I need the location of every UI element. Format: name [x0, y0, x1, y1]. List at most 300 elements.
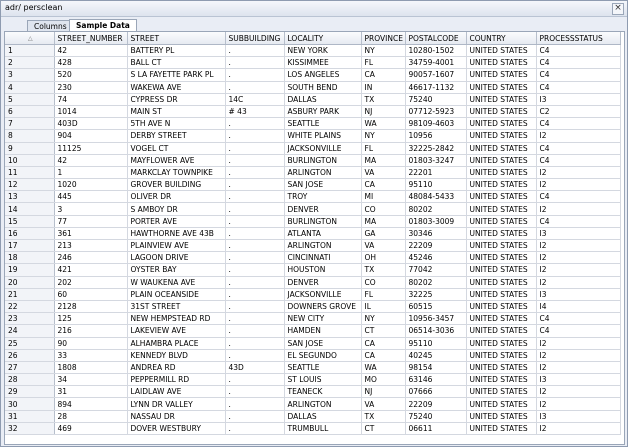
table-cell[interactable]: 95110: [405, 337, 466, 349]
table-cell[interactable]: UNITED STATES: [466, 203, 536, 215]
table-row[interactable]: [5, 313, 620, 325]
row-number[interactable]: 3: [5, 69, 54, 81]
table-cell[interactable]: I3: [536, 410, 620, 422]
table-cell[interactable]: 63146: [405, 374, 466, 386]
row-number[interactable]: 23: [5, 313, 54, 325]
table-cell[interactable]: BALL CT: [127, 57, 225, 69]
table-cell[interactable]: .: [225, 264, 284, 276]
table-cell[interactable]: I2: [536, 386, 620, 398]
table-cell[interactable]: DALLAS: [284, 93, 361, 105]
table-cell[interactable]: UNITED STATES: [466, 398, 536, 410]
table-row[interactable]: [5, 93, 620, 105]
row-number[interactable]: 1: [5, 45, 54, 57]
table-cell[interactable]: 06514-3036: [405, 325, 466, 337]
table-row[interactable]: [5, 69, 620, 81]
table-cell[interactable]: UNITED STATES: [466, 349, 536, 361]
column-header[interactable]: POSTALCODE: [405, 32, 466, 45]
table-cell[interactable]: ATLANTA: [284, 227, 361, 239]
table-cell[interactable]: MO: [361, 374, 405, 386]
table-cell[interactable]: I2: [536, 361, 620, 373]
table-cell[interactable]: 904: [54, 130, 127, 142]
table-cell[interactable]: FL: [361, 288, 405, 300]
table-cell[interactable]: WHITE PLAINS: [284, 130, 361, 142]
table-cell[interactable]: PLAIN OCEANSIDE: [127, 288, 225, 300]
table-cell[interactable]: MAIN ST: [127, 105, 225, 117]
table-row[interactable]: [5, 325, 620, 337]
row-number[interactable]: 18: [5, 252, 54, 264]
row-number[interactable]: 15: [5, 215, 54, 227]
table-cell[interactable]: WA: [361, 361, 405, 373]
table-cell[interactable]: .: [225, 374, 284, 386]
table-cell[interactable]: 1808: [54, 361, 127, 373]
table-cell[interactable]: GROVER BUILDING: [127, 179, 225, 191]
table-cell[interactable]: 421: [54, 264, 127, 276]
table-cell[interactable]: 98109-4603: [405, 118, 466, 130]
table-row[interactable]: [5, 227, 620, 239]
table-cell[interactable]: I2: [536, 203, 620, 215]
table-cell[interactable]: ASBURY PARK: [284, 105, 361, 117]
table-cell[interactable]: ARLINGTON: [284, 240, 361, 252]
table-cell[interactable]: 445: [54, 191, 127, 203]
table-cell[interactable]: UNITED STATES: [466, 252, 536, 264]
table-row[interactable]: [5, 288, 620, 300]
row-number[interactable]: 9: [5, 142, 54, 154]
table-cell[interactable]: 33: [54, 349, 127, 361]
table-cell[interactable]: 07666: [405, 386, 466, 398]
table-cell[interactable]: .: [225, 410, 284, 422]
table-cell[interactable]: ARLINGTON: [284, 166, 361, 178]
table-cell[interactable]: UNITED STATES: [466, 118, 536, 130]
table-cell[interactable]: HOUSTON: [284, 264, 361, 276]
table-cell[interactable]: C4: [536, 57, 620, 69]
table-cell[interactable]: UNITED STATES: [466, 81, 536, 93]
table-cell[interactable]: CO: [361, 276, 405, 288]
table-cell[interactable]: 43D: [225, 361, 284, 373]
row-number[interactable]: 5: [5, 93, 54, 105]
table-cell[interactable]: LOS ANGELES: [284, 69, 361, 81]
table-cell[interactable]: LAGOON DRIVE: [127, 252, 225, 264]
table-cell[interactable]: UNITED STATES: [466, 325, 536, 337]
table-row[interactable]: [5, 166, 620, 178]
table-cell[interactable]: 90: [54, 337, 127, 349]
table-cell[interactable]: .: [225, 300, 284, 312]
table-cell[interactable]: UNITED STATES: [466, 45, 536, 57]
table-cell[interactable]: 46617-1132: [405, 81, 466, 93]
table-cell[interactable]: 469: [54, 422, 127, 434]
table-cell[interactable]: S AMBOY DR: [127, 203, 225, 215]
table-cell[interactable]: C2: [536, 105, 620, 117]
table-cell[interactable]: UNITED STATES: [466, 179, 536, 191]
table-cell[interactable]: .: [225, 325, 284, 337]
table-cell[interactable]: .: [225, 118, 284, 130]
table-cell[interactable]: .: [225, 45, 284, 57]
table-cell[interactable]: .: [225, 240, 284, 252]
table-cell[interactable]: I3: [536, 93, 620, 105]
row-number[interactable]: 20: [5, 276, 54, 288]
table-cell[interactable]: NEW CITY: [284, 313, 361, 325]
table-cell[interactable]: BURLINGTON: [284, 215, 361, 227]
table-cell[interactable]: TROY: [284, 191, 361, 203]
table-cell[interactable]: CA: [361, 179, 405, 191]
table-cell[interactable]: UNITED STATES: [466, 422, 536, 434]
table-cell[interactable]: I2: [536, 337, 620, 349]
column-header[interactable]: STREET_NUMBER: [54, 32, 127, 45]
table-cell[interactable]: TX: [361, 264, 405, 276]
row-number[interactable]: 10: [5, 154, 54, 166]
table-cell[interactable]: I2: [536, 179, 620, 191]
row-number[interactable]: 11: [5, 166, 54, 178]
table-cell[interactable]: .: [225, 154, 284, 166]
table-cell[interactable]: UNITED STATES: [466, 288, 536, 300]
table-cell[interactable]: 246: [54, 252, 127, 264]
row-number[interactable]: 30: [5, 398, 54, 410]
table-cell[interactable]: SEATTLE: [284, 361, 361, 373]
table-cell[interactable]: .: [225, 142, 284, 154]
table-cell[interactable]: 75240: [405, 410, 466, 422]
table-cell[interactable]: .: [225, 227, 284, 239]
table-cell[interactable]: DOWNERS GROVE: [284, 300, 361, 312]
table-row[interactable]: [5, 386, 620, 398]
row-number[interactable]: 6: [5, 105, 54, 117]
table-cell[interactable]: UNITED STATES: [466, 93, 536, 105]
table-cell[interactable]: 22209: [405, 240, 466, 252]
table-cell[interactable]: NEW HEMPSTEAD RD: [127, 313, 225, 325]
table-cell[interactable]: LYNN DR VALLEY: [127, 398, 225, 410]
row-number[interactable]: 16: [5, 227, 54, 239]
table-cell[interactable]: 75240: [405, 93, 466, 105]
table-cell[interactable]: UNITED STATES: [466, 313, 536, 325]
column-header[interactable]: SUBBUILDING: [225, 32, 284, 45]
row-number[interactable]: 2: [5, 57, 54, 69]
table-cell[interactable]: 90057-1607: [405, 69, 466, 81]
table-row[interactable]: [5, 81, 620, 93]
table-cell[interactable]: .: [225, 130, 284, 142]
table-cell[interactable]: 11125: [54, 142, 127, 154]
table-cell[interactable]: UNITED STATES: [466, 166, 536, 178]
row-number[interactable]: 19: [5, 264, 54, 276]
table-cell[interactable]: UNITED STATES: [466, 276, 536, 288]
table-cell[interactable]: C4: [536, 313, 620, 325]
table-cell[interactable]: .: [225, 288, 284, 300]
table-cell[interactable]: UNITED STATES: [466, 191, 536, 203]
table-cell[interactable]: HAWTHORNE AVE 43B: [127, 227, 225, 239]
row-number[interactable]: 21: [5, 288, 54, 300]
table-cell[interactable]: SEATTLE: [284, 118, 361, 130]
table-cell[interactable]: 60: [54, 288, 127, 300]
table-cell[interactable]: 10956-3457: [405, 313, 466, 325]
table-cell[interactable]: SAN JOSE: [284, 337, 361, 349]
table-cell[interactable]: 216: [54, 325, 127, 337]
table-cell[interactable]: EL SEGUNDO: [284, 349, 361, 361]
table-cell[interactable]: .: [225, 422, 284, 434]
table-cell[interactable]: CA: [361, 337, 405, 349]
table-cell[interactable]: ST LOUIS: [284, 374, 361, 386]
table-cell[interactable]: 32225-2842: [405, 142, 466, 154]
column-header[interactable]: PROCESSSTATUS: [536, 32, 620, 45]
table-cell[interactable]: 31ST STREET: [127, 300, 225, 312]
table-cell[interactable]: MA: [361, 215, 405, 227]
table-row[interactable]: [5, 264, 620, 276]
table-cell[interactable]: ANDREA RD: [127, 361, 225, 373]
table-cell[interactable]: 77042: [405, 264, 466, 276]
table-cell[interactable]: NASSAU DR: [127, 410, 225, 422]
table-cell[interactable]: 34759-4001: [405, 57, 466, 69]
table-cell[interactable]: CINCINNATI: [284, 252, 361, 264]
table-cell[interactable]: 01803-3009: [405, 215, 466, 227]
table-cell[interactable]: WAKEWA AVE: [127, 81, 225, 93]
table-cell[interactable]: 125: [54, 313, 127, 325]
table-cell[interactable]: .: [225, 337, 284, 349]
table-row[interactable]: [5, 191, 620, 203]
table-cell[interactable]: 22209: [405, 398, 466, 410]
table-cell[interactable]: .: [225, 276, 284, 288]
table-cell[interactable]: 34: [54, 374, 127, 386]
table-cell[interactable]: I3: [536, 227, 620, 239]
table-cell[interactable]: I2: [536, 422, 620, 434]
row-number[interactable]: 8: [5, 130, 54, 142]
table-cell[interactable]: DENVER: [284, 203, 361, 215]
table-cell[interactable]: C4: [536, 81, 620, 93]
table-cell[interactable]: .: [225, 349, 284, 361]
table-cell[interactable]: C4: [536, 191, 620, 203]
table-cell[interactable]: 98154: [405, 361, 466, 373]
tab-sample-data[interactable]: Sample Data: [69, 19, 137, 32]
table-cell[interactable]: LAIDLAW AVE: [127, 386, 225, 398]
table-cell[interactable]: VOGEL CT: [127, 142, 225, 154]
table-cell[interactable]: 403D: [54, 118, 127, 130]
table-cell[interactable]: 3: [54, 203, 127, 215]
row-number[interactable]: 29: [5, 386, 54, 398]
table-cell[interactable]: FL: [361, 142, 405, 154]
table-cell[interactable]: MA: [361, 154, 405, 166]
table-cell[interactable]: KENNEDY BLVD: [127, 349, 225, 361]
table-row[interactable]: [5, 398, 620, 410]
table-cell[interactable]: # 43: [225, 105, 284, 117]
row-number[interactable]: 25: [5, 337, 54, 349]
table-cell[interactable]: MARKCLAY TOWNPIKE: [127, 166, 225, 178]
table-cell[interactable]: UNITED STATES: [466, 215, 536, 227]
table-cell[interactable]: NY: [361, 45, 405, 57]
table-row[interactable]: [5, 154, 620, 166]
table-cell[interactable]: .: [225, 398, 284, 410]
table-cell[interactable]: 60515: [405, 300, 466, 312]
table-cell[interactable]: OLIVER DR: [127, 191, 225, 203]
table-cell[interactable]: UNITED STATES: [466, 154, 536, 166]
table-cell[interactable]: PORTER AVE: [127, 215, 225, 227]
table-cell[interactable]: S LA FAYETTE PARK PL: [127, 69, 225, 81]
table-row[interactable]: [5, 422, 620, 434]
table-cell[interactable]: 22201: [405, 166, 466, 178]
table-cell[interactable]: VA: [361, 240, 405, 252]
table-cell[interactable]: 361: [54, 227, 127, 239]
table-cell[interactable]: 80202: [405, 276, 466, 288]
table-cell[interactable]: JACKSONVILLE: [284, 142, 361, 154]
table-cell[interactable]: .: [225, 191, 284, 203]
close-icon[interactable]: ×: [612, 3, 624, 15]
table-cell[interactable]: KISSIMMEE: [284, 57, 361, 69]
table-cell[interactable]: CO: [361, 203, 405, 215]
table-cell[interactable]: UNITED STATES: [466, 130, 536, 142]
table-cell[interactable]: NEW YORK: [284, 45, 361, 57]
row-number[interactable]: 28: [5, 374, 54, 386]
table-cell[interactable]: I2: [536, 240, 620, 252]
row-number[interactable]: 4: [5, 81, 54, 93]
row-number[interactable]: 26: [5, 349, 54, 361]
table-cell[interactable]: 95110: [405, 179, 466, 191]
table-cell[interactable]: PLAINVIEW AVE: [127, 240, 225, 252]
table-cell[interactable]: 06611: [405, 422, 466, 434]
row-number[interactable]: 24: [5, 325, 54, 337]
table-row[interactable]: [5, 240, 620, 252]
table-cell[interactable]: I3: [536, 288, 620, 300]
table-cell[interactable]: DALLAS: [284, 410, 361, 422]
table-row[interactable]: [5, 374, 620, 386]
table-cell[interactable]: 894: [54, 398, 127, 410]
table-cell[interactable]: IN: [361, 81, 405, 93]
table-cell[interactable]: CA: [361, 69, 405, 81]
table-cell[interactable]: W WAUKENA AVE: [127, 276, 225, 288]
table-cell[interactable]: 14C: [225, 93, 284, 105]
table-cell[interactable]: DERBY STREET: [127, 130, 225, 142]
table-row[interactable]: [5, 105, 620, 117]
table-cell[interactable]: 42: [54, 154, 127, 166]
table-cell[interactable]: C4: [536, 142, 620, 154]
row-number[interactable]: 13: [5, 191, 54, 203]
table-cell[interactable]: I4: [536, 300, 620, 312]
table-cell[interactable]: 32225: [405, 288, 466, 300]
table-cell[interactable]: 30346: [405, 227, 466, 239]
table-cell[interactable]: 28: [54, 410, 127, 422]
table-cell[interactable]: I2: [536, 398, 620, 410]
table-cell[interactable]: UNITED STATES: [466, 410, 536, 422]
table-cell[interactable]: I2: [536, 264, 620, 276]
table-row[interactable]: [5, 215, 620, 227]
row-number[interactable]: 17: [5, 240, 54, 252]
table-cell[interactable]: OH: [361, 252, 405, 264]
table-cell[interactable]: 74: [54, 93, 127, 105]
table-cell[interactable]: UNITED STATES: [466, 69, 536, 81]
table-cell[interactable]: TX: [361, 410, 405, 422]
table-cell[interactable]: OYSTER BAY: [127, 264, 225, 276]
table-cell[interactable]: 42: [54, 45, 127, 57]
table-cell[interactable]: TRUMBULL: [284, 422, 361, 434]
table-cell[interactable]: UNITED STATES: [466, 57, 536, 69]
table-cell[interactable]: ALHAMBRA PLACE: [127, 337, 225, 349]
table-cell[interactable]: SAN JOSE: [284, 179, 361, 191]
table-cell[interactable]: GA: [361, 227, 405, 239]
table-cell[interactable]: C4: [536, 118, 620, 130]
table-row[interactable]: [5, 300, 620, 312]
table-cell[interactable]: .: [225, 203, 284, 215]
table-cell[interactable]: 45246: [405, 252, 466, 264]
row-number[interactable]: 22: [5, 300, 54, 312]
table-cell[interactable]: DOVER WESTBURY: [127, 422, 225, 434]
table-cell[interactable]: MAYFLOWER AVE: [127, 154, 225, 166]
table-cell[interactable]: 07712-5923: [405, 105, 466, 117]
table-cell[interactable]: UNITED STATES: [466, 361, 536, 373]
table-cell[interactable]: 1020: [54, 179, 127, 191]
table-row[interactable]: [5, 349, 620, 361]
table-cell[interactable]: IL: [361, 300, 405, 312]
table-cell[interactable]: SOUTH BEND: [284, 81, 361, 93]
table-cell[interactable]: NJ: [361, 105, 405, 117]
table-cell[interactable]: 428: [54, 57, 127, 69]
table-cell[interactable]: LAKEVIEW AVE: [127, 325, 225, 337]
table-cell[interactable]: 01803-3247: [405, 154, 466, 166]
table-cell[interactable]: 5TH AVE N: [127, 118, 225, 130]
table-cell[interactable]: CYPRESS DR: [127, 93, 225, 105]
table-cell[interactable]: UNITED STATES: [466, 240, 536, 252]
column-header[interactable]: COUNTRY: [466, 32, 536, 45]
table-cell[interactable]: .: [225, 313, 284, 325]
column-header[interactable]: LOCALITY: [284, 32, 361, 45]
table-cell[interactable]: 31: [54, 386, 127, 398]
table-cell[interactable]: C4: [536, 215, 620, 227]
row-number[interactable]: 27: [5, 361, 54, 373]
table-cell[interactable]: C4: [536, 325, 620, 337]
row-number-header[interactable]: [5, 32, 54, 45]
table-cell[interactable]: UNITED STATES: [466, 264, 536, 276]
table-cell[interactable]: HAMDEN: [284, 325, 361, 337]
table-cell[interactable]: .: [225, 166, 284, 178]
table-cell[interactable]: MI: [361, 191, 405, 203]
row-number[interactable]: 32: [5, 422, 54, 434]
table-cell[interactable]: CA: [361, 349, 405, 361]
table-cell[interactable]: 40245: [405, 349, 466, 361]
table-row[interactable]: [5, 203, 620, 215]
table-cell[interactable]: 10956: [405, 130, 466, 142]
table-row[interactable]: [5, 410, 620, 422]
table-cell[interactable]: JACKSONVILLE: [284, 288, 361, 300]
row-number[interactable]: 7: [5, 118, 54, 130]
table-row[interactable]: [5, 252, 620, 264]
table-row[interactable]: [5, 130, 620, 142]
table-cell[interactable]: UNITED STATES: [466, 386, 536, 398]
table-cell[interactable]: .: [225, 57, 284, 69]
table-cell[interactable]: C4: [536, 45, 620, 57]
table-cell[interactable]: 48084-5433: [405, 191, 466, 203]
table-row[interactable]: [5, 45, 620, 57]
table-cell[interactable]: I2: [536, 166, 620, 178]
table-cell[interactable]: 10280-1502: [405, 45, 466, 57]
table-cell[interactable]: UNITED STATES: [466, 374, 536, 386]
table-cell[interactable]: CT: [361, 422, 405, 434]
row-number[interactable]: 31: [5, 410, 54, 422]
table-cell[interactable]: NY: [361, 130, 405, 142]
table-cell[interactable]: C4: [536, 154, 620, 166]
table-cell[interactable]: NJ: [361, 386, 405, 398]
table-cell[interactable]: VA: [361, 166, 405, 178]
table-cell[interactable]: UNITED STATES: [466, 300, 536, 312]
table-cell[interactable]: UNITED STATES: [466, 337, 536, 349]
table-cell[interactable]: I3: [536, 374, 620, 386]
table-cell[interactable]: UNITED STATES: [466, 105, 536, 117]
table-cell[interactable]: 77: [54, 215, 127, 227]
table-cell[interactable]: BATTERY PL: [127, 45, 225, 57]
table-cell[interactable]: UNITED STATES: [466, 142, 536, 154]
table-row[interactable]: [5, 118, 620, 130]
table-cell[interactable]: .: [225, 386, 284, 398]
table-cell[interactable]: .: [225, 81, 284, 93]
table-cell[interactable]: TEANECK: [284, 386, 361, 398]
table-row[interactable]: [5, 57, 620, 69]
table-cell[interactable]: .: [225, 215, 284, 227]
sample-data-grid[interactable]: [4, 31, 625, 445]
table-cell[interactable]: I2: [536, 130, 620, 142]
row-number[interactable]: 12: [5, 179, 54, 191]
row-number[interactable]: 14: [5, 203, 54, 215]
table-row[interactable]: [5, 142, 620, 154]
